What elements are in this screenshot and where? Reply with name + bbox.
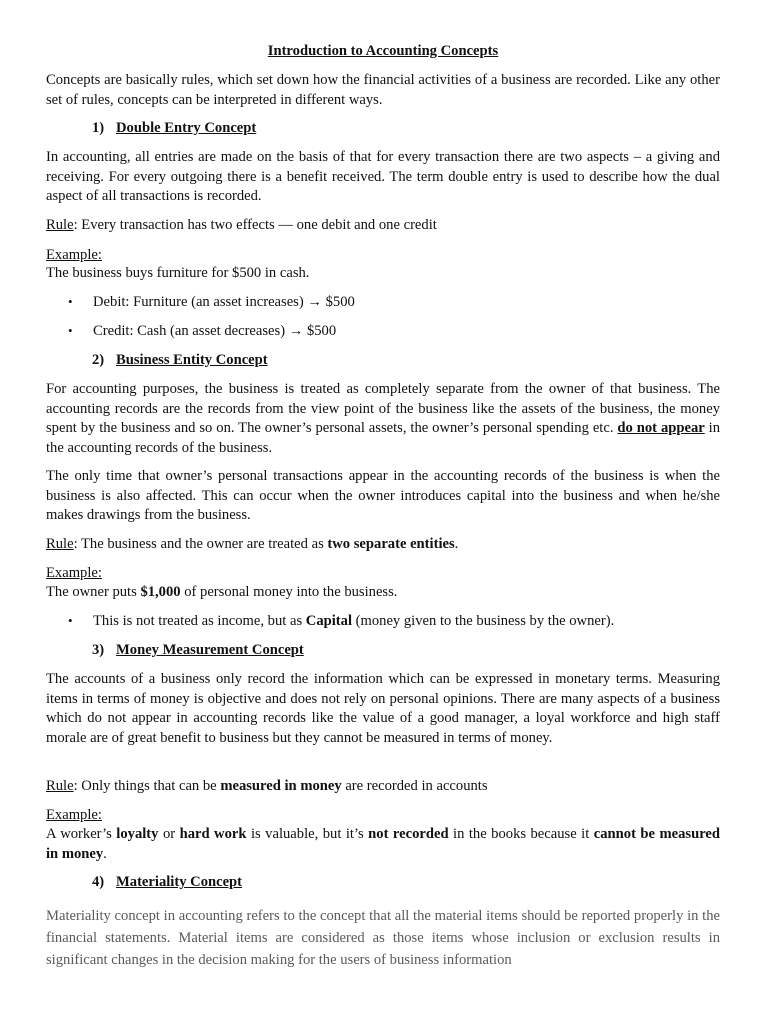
bullet-text [93, 613, 614, 630]
section-title: Double Entry Concept [116, 120, 257, 136]
emphasis-text: loyalty [116, 826, 159, 842]
rule-text: . [454, 536, 459, 552]
section-number: 1) [92, 120, 105, 136]
business-entity-example-label [46, 564, 720, 584]
bullet-icon: • [68, 613, 73, 628]
double-entry-example-label [46, 246, 720, 266]
rule-text: : Every transaction has two effects — one debit and one credit [73, 217, 437, 233]
intro-paragraph: Concepts are basically rules, which set down how the financial activities of a business are recorded. Like any other set of rules, concepts can be interpreted in different ways. [46, 72, 720, 108]
rule-label: Rule [46, 536, 74, 552]
emphasis-text: measured in money [220, 778, 342, 794]
body-text: A worker’s [46, 826, 117, 842]
rule-text: : Only things that can be [73, 778, 221, 794]
section-number: 4) [92, 874, 105, 890]
body-text: . [103, 845, 107, 862]
bullet-icon: • [68, 323, 73, 338]
document-title: Introduction to Accounting Concepts [267, 43, 499, 59]
business-entity-rule [46, 535, 720, 555]
section-number: 3) [92, 642, 105, 658]
body-text: or [158, 826, 180, 842]
list-item [68, 294, 720, 314]
money-measurement-body: The accounts of a business only record the information which can be expressed in monetary terms. Measuring items in terms of money is objective and does not rely on personal opinions. There are many aspects of a business which do not appear in accounting records like the value of a good manager, a loyal workforce and high staff morale are of great benefit to business but they cannot be measured in terms of money. [46, 671, 720, 746]
section-number: 2) [92, 352, 105, 368]
list-item [68, 613, 720, 633]
body-text: in the books because it [448, 826, 594, 842]
example-label: Example: [46, 565, 102, 581]
emphasis-text: do not appear [617, 420, 705, 437]
body-text: This is not treated as income, but as [93, 613, 306, 629]
money-measurement-rule [46, 777, 720, 797]
body-text: The owner puts [46, 584, 141, 600]
rule-label: Rule [46, 778, 74, 794]
double-entry-example-text: The business buys furniture for $500 in cash. [46, 265, 310, 281]
business-entity-example-text [46, 583, 720, 603]
section-heading-materiality [92, 874, 720, 891]
rule-text: are recorded in accounts [341, 778, 488, 794]
section-title: Materiality Concept [116, 874, 243, 890]
business-entity-body-2: The only time that owner’s personal transactions appear in the accounting records of the business is when the business is also affected. This can occur when the owner introduces capital into the business and when he/she makes drawings from the business. [46, 468, 720, 524]
body-text: For accounting purposes, the business is treated as completely separate from the owner of that business. The accounting records are the records from the view point of the business like the assets of the business, the money spent by the business and so on. The owner’s personal assets, the owner’s personal spending etc. [46, 381, 720, 437]
body-text: in the accounting records of the business. [46, 420, 721, 456]
bullet-icon: • [68, 294, 73, 309]
business-entity-body-1 [46, 380, 720, 458]
money-measurement-example-label [46, 806, 720, 826]
double-entry-body: In accounting, all entries are made on the basis of that for every transaction there are two aspects – a giving and receiving. For every outgoing there is a benefit received. The term double entry is used to describe how the dual aspect of all transactions is recorded. [46, 149, 720, 205]
list-item [68, 323, 720, 343]
section-title: Money Measurement Concept [116, 642, 304, 658]
body-text: is valuable, but it’s [246, 826, 369, 842]
emphasis-text: $1,000 [140, 584, 181, 600]
bullet-text: Debit: Furniture (an asset increases) → $500 [93, 294, 355, 310]
section-heading-money-measurement [92, 642, 720, 659]
example-label: Example: [46, 807, 102, 823]
rule-label: Rule [46, 217, 74, 233]
example-label: Example: [46, 247, 102, 263]
emphasis-text: Capital [305, 613, 352, 629]
emphasis-text: cannot be measured in money [46, 826, 721, 862]
section-heading-business-entity [92, 352, 720, 369]
rule-text: : The business and the owner are treated as [73, 536, 328, 552]
materiality-body: Materiality concept in accounting refers to the concept that all the material items should be reported properly in the financial statements. Material items are considered as those items whose inclusion or exclusion results in significant changes in the decision making for the users of business information [46, 908, 720, 968]
body-text: of personal money into the business. [180, 584, 398, 600]
double-entry-rule [46, 216, 720, 236]
body-text: (money given to the business by the owner). [352, 613, 615, 629]
money-measurement-example-text [46, 825, 720, 864]
section-title: Business Entity Concept [116, 352, 268, 368]
emphasis-text: hard work [179, 826, 247, 842]
emphasis-text: two separate entities [327, 536, 455, 552]
section-heading-double-entry [92, 120, 720, 137]
bullet-text: Credit: Cash (an asset decreases) → $500 [93, 323, 337, 339]
emphasis-text: not recorded [368, 826, 449, 842]
